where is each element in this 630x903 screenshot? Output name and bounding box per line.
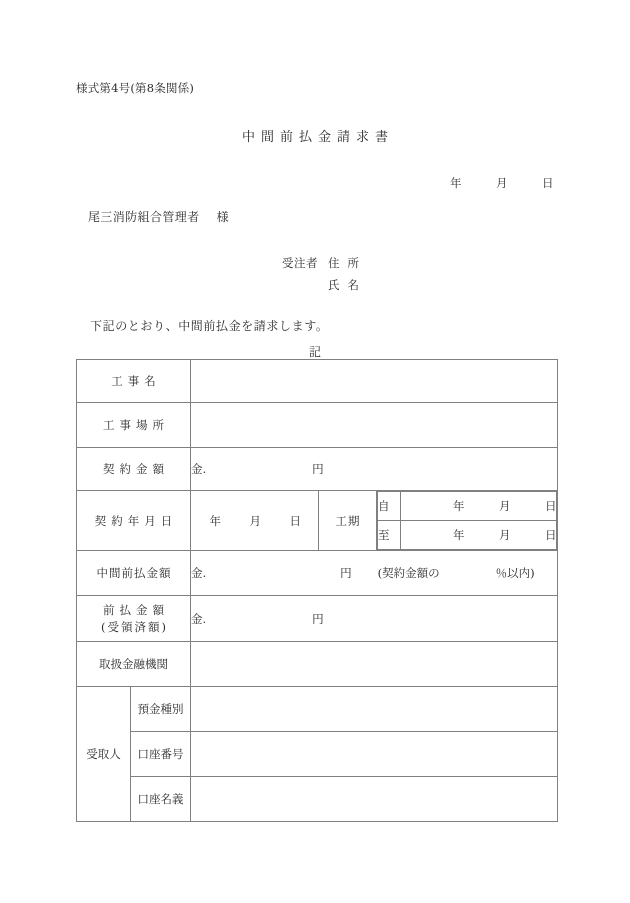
label-payee-deposit-type: 預金種別 (131, 687, 191, 732)
ki-mark: 記 (308, 345, 321, 359)
form-code-label: 様式第4号(第8条関係) (76, 81, 195, 95)
work-period-to-row (378, 521, 557, 550)
table-row-contract-amount (77, 448, 558, 491)
contractor-address-row (282, 252, 367, 274)
cell-prepayment-received[interactable] (191, 596, 558, 642)
work-period-from-month-label: 月 (499, 499, 511, 513)
addressee-name: 尾三消防組合管理者 (88, 210, 200, 224)
issue-date-day-label: 日 (542, 176, 554, 190)
input-contract-date[interactable] (191, 491, 319, 551)
contract-date-year-label: 年 (209, 513, 221, 528)
label-contract-amount: 契約金額 (77, 448, 191, 491)
work-period-to-day-label: 日 (545, 528, 557, 542)
input-payee-account-number[interactable] (191, 732, 558, 777)
contractor-name-row (282, 274, 367, 296)
work-period-from-row (378, 492, 557, 521)
input-work-place[interactable] (191, 403, 558, 448)
input-work-name[interactable] (191, 360, 558, 403)
work-period-to-month-label: 月 (499, 528, 511, 542)
document-title: 中間前払金請求書 (241, 130, 394, 145)
contractor-name-label: 氏名 (328, 278, 367, 292)
contract-amount-unit: 円 (312, 462, 324, 476)
label-payee-account-name: 口座名義 (131, 777, 191, 822)
label-prepayment-received-line2: (受領済額) (101, 619, 168, 634)
input-payee-deposit-type[interactable] (191, 687, 558, 732)
addressee-honorific: 様 (216, 210, 230, 224)
addressee-line (88, 208, 229, 225)
cell-work-period (377, 491, 558, 551)
prepayment-received-money-prefix: 金. (191, 611, 207, 626)
label-interim-prepayment: 中間前払金額 (77, 551, 191, 596)
work-period-to-date[interactable] (401, 521, 557, 550)
label-financial-institution: 取扱金融機関 (77, 642, 191, 687)
interim-prepayment-note-open: (契約金額の (377, 566, 440, 580)
table-row-payee-account-name (77, 777, 558, 822)
table-row-contract-date (77, 491, 558, 551)
work-period-to-label: 至 (378, 521, 401, 550)
label-payee: 受取人 (77, 687, 131, 822)
work-period-to-year-label: 年 (453, 528, 465, 542)
contract-date-day-label: 日 (289, 513, 301, 528)
label-prepayment-received (77, 596, 191, 642)
request-details-table (76, 359, 558, 822)
table-row-interim-prepayment (77, 551, 558, 596)
contractor-block (282, 252, 367, 296)
cell-interim-prepayment[interactable] (191, 551, 558, 596)
work-period-from-date[interactable] (401, 492, 557, 521)
cell-contract-amount[interactable] (191, 448, 558, 491)
table-row-work-place (77, 403, 558, 448)
contract-amount-money-prefix: 金. (191, 462, 207, 476)
table-row-payee-deposit-type (77, 687, 558, 732)
label-payee-account-number: 口座番号 (131, 732, 191, 777)
contractor-role-label: 受注者 (282, 256, 318, 270)
label-work-period: 工期 (319, 491, 377, 551)
label-work-name: 工事名 (77, 360, 191, 403)
contract-date-month-label: 月 (249, 513, 261, 528)
contractor-address-label: 住所 (328, 256, 367, 270)
table-row-financial-institution (77, 642, 558, 687)
input-payee-account-name[interactable] (191, 777, 558, 822)
issue-date-month-label: 月 (496, 176, 508, 190)
intro-sentence: 下記のとおり、中間前払金を請求します。 (90, 319, 329, 333)
work-period-from-year-label: 年 (453, 499, 465, 513)
interim-prepayment-money-prefix: 金. (191, 566, 207, 580)
table-row-prepayment-received (77, 596, 558, 642)
table-row-work-name (77, 360, 558, 403)
interim-prepayment-note-close: ％以内) (495, 566, 535, 580)
label-prepayment-received-line1: 前払金額 (103, 602, 169, 617)
label-work-place: 工事場所 (77, 403, 191, 448)
work-period-from-label: 自 (378, 492, 401, 521)
work-period-from-day-label: 日 (545, 499, 557, 513)
issue-date-year-label: 年 (450, 176, 462, 190)
prepayment-received-unit: 円 (312, 611, 324, 626)
interim-prepayment-unit: 円 (340, 566, 352, 580)
input-financial-institution[interactable] (191, 642, 558, 687)
table-row-payee-account-number (77, 732, 558, 777)
issue-date-line (0, 175, 556, 191)
label-contract-date: 契約年月日 (77, 491, 191, 551)
